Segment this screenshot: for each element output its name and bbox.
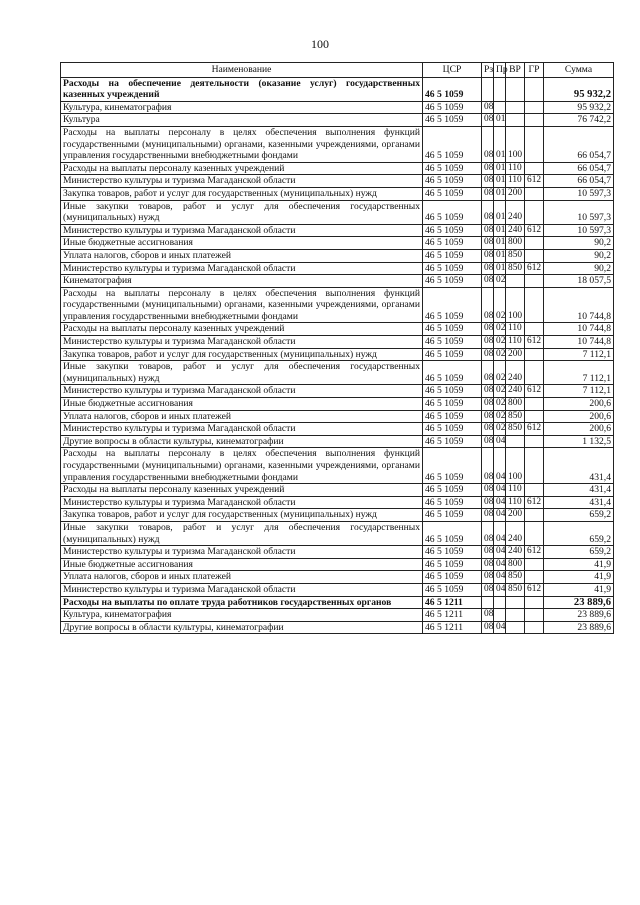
cell-name: Иные бюджетные ассигнования [61,558,423,571]
cell-csr: 46 5 1059 [423,323,482,336]
cell-pr: 02 [494,275,506,288]
cell-rz: 08 [482,126,494,162]
cell-sum: 18 057,5 [544,275,614,288]
cell-name: Министерство культуры и туризма Магаданской области [61,546,423,559]
cell-sum: 200,6 [544,410,614,423]
cell-pr: 01 [494,175,506,188]
cell-pr: 04 [494,558,506,571]
cell-pr [494,596,506,609]
cell-name: Министерство культуры и туризма Магаданской области [61,496,423,509]
cell-gr [525,101,544,114]
cell-rz: 08 [482,287,494,323]
cell-name: Расходы на выплаты персоналу в целях обеспечения выполнения функций государственными (муниципальными) органами, казенными учреждениями, органами управления государственными внебюджетными фондами [61,287,423,323]
cell-rz: 08 [482,175,494,188]
cell-pr [494,77,506,101]
table-row [61,583,614,596]
table-row [61,275,614,288]
col-header-name: Наименование [61,63,423,78]
cell-name: Расходы на выплаты персоналу казенных учреждений [61,323,423,336]
cell-pr: 04 [494,435,506,448]
cell-rz: 08 [482,509,494,522]
cell-sum: 659,2 [544,521,614,545]
cell-gr [525,287,544,323]
cell-sum: 431,4 [544,484,614,497]
cell-vr: 800 [506,558,525,571]
cell-vr: 240 [506,521,525,545]
cell-pr: 02 [494,410,506,423]
cell-gr [525,571,544,584]
cell-rz: 08 [482,558,494,571]
cell-csr: 46 5 1059 [423,262,482,275]
cell-vr: 110 [506,323,525,336]
cell-name: Другие вопросы в области культуры, кинематографии [61,435,423,448]
table-row [61,200,614,224]
cell-rz: 08 [482,249,494,262]
table-row [61,558,614,571]
cell-name: Расходы на выплаты персоналу в целях обеспечения выполнения функций государственными (муниципальными) органами, казенными учреждениями, органами управления государственными внебюджетными фондами [61,448,423,484]
cell-name: Расходы на выплаты по оплате труда работников государственных органов [61,596,423,609]
cell-vr [506,101,525,114]
cell-csr: 46 5 1059 [423,385,482,398]
table-row [61,423,614,436]
cell-sum: 95 932,2 [544,101,614,114]
cell-pr: 04 [494,546,506,559]
col-header-csr: ЦСР [423,63,482,78]
cell-pr: 01 [494,249,506,262]
cell-csr: 46 5 1059 [423,571,482,584]
table-header-row [61,63,614,78]
cell-gr: 612 [525,224,544,237]
cell-gr [525,361,544,385]
cell-rz: 08 [482,348,494,361]
cell-vr [506,114,525,127]
cell-rz: 08 [482,546,494,559]
cell-name: Другие вопросы в области культуры, кинематографии [61,621,423,634]
cell-vr [506,435,525,448]
cell-sum: 1 132,5 [544,435,614,448]
cell-gr: 612 [525,496,544,509]
cell-pr: 01 [494,126,506,162]
cell-vr: 200 [506,509,525,522]
cell-rz: 08 [482,571,494,584]
cell-rz: 08 [482,336,494,349]
cell-name: Иные закупки товаров, работ и услуг для обеспечения государственных (муниципальных) нужд [61,361,423,385]
cell-vr [506,609,525,622]
table-row [61,484,614,497]
cell-vr [506,77,525,101]
table-row [61,361,614,385]
cell-csr: 46 5 1059 [423,336,482,349]
cell-rz: 08 [482,496,494,509]
cell-sum: 76 742,2 [544,114,614,127]
table-row [61,521,614,545]
page-number: 100 [311,37,329,51]
cell-gr [525,398,544,411]
cell-vr: 850 [506,423,525,436]
table-row [61,596,614,609]
cell-pr: 02 [494,361,506,385]
cell-vr: 850 [506,249,525,262]
cell-csr: 46 5 1059 [423,126,482,162]
cell-name: Министерство культуры и туризма Магаданской области [61,175,423,188]
cell-gr [525,126,544,162]
cell-vr: 850 [506,571,525,584]
cell-sum: 41,9 [544,571,614,584]
cell-name: Министерство культуры и туризма Магаданской области [61,336,423,349]
cell-sum: 90,2 [544,262,614,275]
table-row [61,175,614,188]
cell-csr: 46 5 1059 [423,348,482,361]
cell-sum: 10 744,8 [544,287,614,323]
cell-name: Министерство культуры и туризма Магаданской области [61,583,423,596]
cell-name: Министерство культуры и туризма Магаданской области [61,385,423,398]
cell-vr: 100 [506,126,525,162]
cell-sum: 66 054,7 [544,126,614,162]
cell-sum: 431,4 [544,496,614,509]
cell-vr: 200 [506,348,525,361]
cell-name: Министерство культуры и туризма Магаданской области [61,423,423,436]
cell-pr: 02 [494,323,506,336]
cell-csr: 46 5 1059 [423,435,482,448]
cell-csr: 46 5 1059 [423,237,482,250]
cell-sum: 23 889,6 [544,596,614,609]
cell-csr: 46 5 1059 [423,162,482,175]
table-row [61,287,614,323]
col-header-sum: Сумма [544,63,614,78]
cell-vr: 240 [506,361,525,385]
cell-pr: 01 [494,114,506,127]
cell-vr: 110 [506,336,525,349]
cell-name: Культура [61,114,423,127]
cell-vr [506,596,525,609]
cell-name: Культура, кинематография [61,609,423,622]
cell-sum: 431,4 [544,448,614,484]
cell-pr: 02 [494,423,506,436]
cell-name: Закупка товаров, работ и услуг для государственных (муниципальных) нужд [61,348,423,361]
table-row [61,237,614,250]
cell-gr [525,237,544,250]
cell-name: Иные закупки товаров, работ и услуг для обеспечения государственных (муниципальных) нужд [61,521,423,545]
cell-vr: 800 [506,398,525,411]
cell-gr: 612 [525,583,544,596]
cell-rz [482,77,494,101]
cell-vr [506,275,525,288]
cell-csr: 46 5 1211 [423,621,482,634]
cell-gr: 612 [525,262,544,275]
budget-table [60,62,614,634]
cell-vr: 240 [506,224,525,237]
cell-csr: 46 5 1059 [423,410,482,423]
cell-csr: 46 5 1211 [423,596,482,609]
table-row [61,101,614,114]
table-row [61,385,614,398]
table-row [61,224,614,237]
cell-rz: 08 [482,361,494,385]
cell-csr: 46 5 1059 [423,496,482,509]
col-header-pr: Пр [494,63,506,78]
cell-csr: 46 5 1059 [423,249,482,262]
cell-gr [525,249,544,262]
cell-csr: 46 5 1059 [423,558,482,571]
col-header-rz: Рз [482,63,494,78]
cell-rz: 08 [482,448,494,484]
cell-sum: 7 112,1 [544,348,614,361]
cell-sum: 10 597,3 [544,200,614,224]
cell-gr [525,621,544,634]
cell-vr: 110 [506,175,525,188]
cell-rz [482,596,494,609]
table-row [61,435,614,448]
cell-csr: 46 5 1059 [423,398,482,411]
cell-sum: 10 597,3 [544,187,614,200]
cell-gr [525,275,544,288]
cell-gr [525,509,544,522]
cell-gr: 612 [525,546,544,559]
table-row [61,162,614,175]
cell-rz: 08 [482,237,494,250]
cell-gr [525,200,544,224]
cell-pr: 04 [494,571,506,584]
cell-rz: 08 [482,162,494,175]
table-row [61,114,614,127]
cell-gr [525,435,544,448]
cell-name: Кинематография [61,275,423,288]
cell-csr: 46 5 1059 [423,101,482,114]
cell-rz: 08 [482,609,494,622]
cell-pr: 01 [494,187,506,200]
cell-name: Уплата налогов, сборов и иных платежей [61,410,423,423]
cell-pr: 04 [494,484,506,497]
cell-vr: 110 [506,162,525,175]
cell-sum: 41,9 [544,583,614,596]
cell-rz: 08 [482,224,494,237]
cell-rz: 08 [482,114,494,127]
cell-pr: 01 [494,162,506,175]
table-row [61,336,614,349]
table-row [61,621,614,634]
cell-name: Иные бюджетные ассигнования [61,237,423,250]
cell-vr: 100 [506,287,525,323]
cell-sum: 10 597,3 [544,224,614,237]
cell-gr [525,410,544,423]
cell-rz: 08 [482,423,494,436]
table-row [61,323,614,336]
cell-pr: 02 [494,336,506,349]
cell-name: Расходы на обеспечение деятельности (оказание услуг) государственных казенных учреждений [61,77,423,101]
cell-rz: 08 [482,621,494,634]
table-body [61,77,614,634]
cell-pr: 04 [494,496,506,509]
cell-csr: 46 5 1059 [423,200,482,224]
cell-name: Уплата налогов, сборов и иных платежей [61,571,423,584]
cell-gr: 612 [525,423,544,436]
cell-name: Расходы на выплаты персоналу казенных учреждений [61,484,423,497]
cell-csr: 46 5 1059 [423,583,482,596]
cell-csr: 46 5 1059 [423,361,482,385]
cell-sum: 41,9 [544,558,614,571]
cell-sum: 10 744,8 [544,323,614,336]
cell-gr [525,323,544,336]
cell-gr [525,521,544,545]
cell-vr: 850 [506,410,525,423]
cell-vr: 850 [506,262,525,275]
table-row [61,410,614,423]
cell-rz: 08 [482,323,494,336]
cell-vr: 110 [506,496,525,509]
cell-pr: 02 [494,287,506,323]
cell-pr: 01 [494,237,506,250]
cell-name: Иные закупки товаров, работ и услуг для обеспечения государственных (муниципальных) нужд [61,200,423,224]
table-row [61,126,614,162]
cell-vr: 850 [506,583,525,596]
col-header-gr: ГР [525,63,544,78]
cell-sum: 7 112,1 [544,361,614,385]
table-row [61,262,614,275]
cell-vr: 800 [506,237,525,250]
cell-vr: 240 [506,200,525,224]
cell-pr: 04 [494,448,506,484]
cell-sum: 10 744,8 [544,336,614,349]
cell-gr [525,114,544,127]
table-row [61,348,614,361]
cell-csr: 46 5 1059 [423,521,482,545]
cell-gr [525,348,544,361]
cell-sum: 23 889,6 [544,609,614,622]
cell-rz: 08 [482,484,494,497]
cell-name: Культура, кинематография [61,101,423,114]
cell-csr: 46 5 1059 [423,77,482,101]
table-row [61,609,614,622]
cell-pr: 01 [494,224,506,237]
cell-rz: 08 [482,435,494,448]
cell-pr: 02 [494,398,506,411]
cell-csr: 46 5 1059 [423,546,482,559]
cell-csr: 46 5 1059 [423,187,482,200]
cell-csr: 46 5 1211 [423,609,482,622]
cell-rz: 08 [482,101,494,114]
table-row [61,571,614,584]
cell-sum: 23 889,6 [544,621,614,634]
cell-sum: 95 932,2 [544,77,614,101]
table-row [61,448,614,484]
cell-rz: 08 [482,410,494,423]
cell-pr: 01 [494,200,506,224]
cell-name: Расходы на выплаты персоналу в целях обеспечения выполнения функций государственными (муниципальными) органами, казенными учреждениями, органами управления государственными внебюджетными фондами [61,126,423,162]
table-row [61,398,614,411]
cell-name: Иные бюджетные ассигнования [61,398,423,411]
cell-pr [494,609,506,622]
table-row [61,187,614,200]
cell-vr [506,621,525,634]
cell-gr [525,558,544,571]
cell-gr [525,162,544,175]
cell-csr: 46 5 1059 [423,448,482,484]
cell-vr: 240 [506,385,525,398]
cell-csr: 46 5 1059 [423,224,482,237]
cell-csr: 46 5 1059 [423,484,482,497]
cell-sum: 659,2 [544,509,614,522]
cell-pr: 04 [494,621,506,634]
cell-sum: 7 112,1 [544,385,614,398]
cell-sum: 200,6 [544,398,614,411]
cell-rz: 08 [482,385,494,398]
cell-pr: 04 [494,509,506,522]
cell-name: Уплата налогов, сборов и иных платежей [61,249,423,262]
cell-csr: 46 5 1059 [423,175,482,188]
table-row [61,249,614,262]
cell-pr: 04 [494,521,506,545]
cell-pr: 02 [494,348,506,361]
cell-gr: 612 [525,175,544,188]
cell-vr: 240 [506,546,525,559]
cell-sum: 200,6 [544,423,614,436]
cell-pr [494,101,506,114]
cell-sum: 66 054,7 [544,162,614,175]
cell-sum: 90,2 [544,237,614,250]
cell-vr: 100 [506,448,525,484]
cell-gr: 612 [525,385,544,398]
cell-pr: 02 [494,385,506,398]
col-header-vr: ВР [506,63,525,78]
cell-name: Расходы на выплаты персоналу казенных учреждений [61,162,423,175]
cell-gr [525,609,544,622]
cell-gr [525,484,544,497]
cell-sum: 66 054,7 [544,175,614,188]
cell-csr: 46 5 1059 [423,423,482,436]
table-row [61,509,614,522]
cell-gr [525,187,544,200]
cell-rz: 08 [482,275,494,288]
cell-name: Закупка товаров, работ и услуг для государственных (муниципальных) нужд [61,509,423,522]
cell-csr: 46 5 1059 [423,287,482,323]
cell-name: Министерство культуры и туризма Магаданской области [61,262,423,275]
cell-pr: 04 [494,583,506,596]
cell-sum: 659,2 [544,546,614,559]
cell-name: Закупка товаров, работ и услуг для государственных (муниципальных) нужд [61,187,423,200]
cell-gr [525,448,544,484]
cell-rz: 08 [482,262,494,275]
table-row [61,77,614,101]
cell-gr: 612 [525,336,544,349]
cell-rz: 08 [482,521,494,545]
cell-rz: 08 [482,583,494,596]
cell-pr: 01 [494,262,506,275]
cell-rz: 08 [482,187,494,200]
cell-vr: 200 [506,187,525,200]
cell-rz: 08 [482,200,494,224]
cell-csr: 46 5 1059 [423,114,482,127]
table-row [61,546,614,559]
cell-rz: 08 [482,398,494,411]
cell-csr: 46 5 1059 [423,509,482,522]
cell-gr [525,77,544,101]
cell-sum: 90,2 [544,249,614,262]
cell-gr [525,596,544,609]
table-row [61,496,614,509]
cell-name: Министерство культуры и туризма Магаданской области [61,224,423,237]
cell-csr: 46 5 1059 [423,275,482,288]
cell-vr: 110 [506,484,525,497]
